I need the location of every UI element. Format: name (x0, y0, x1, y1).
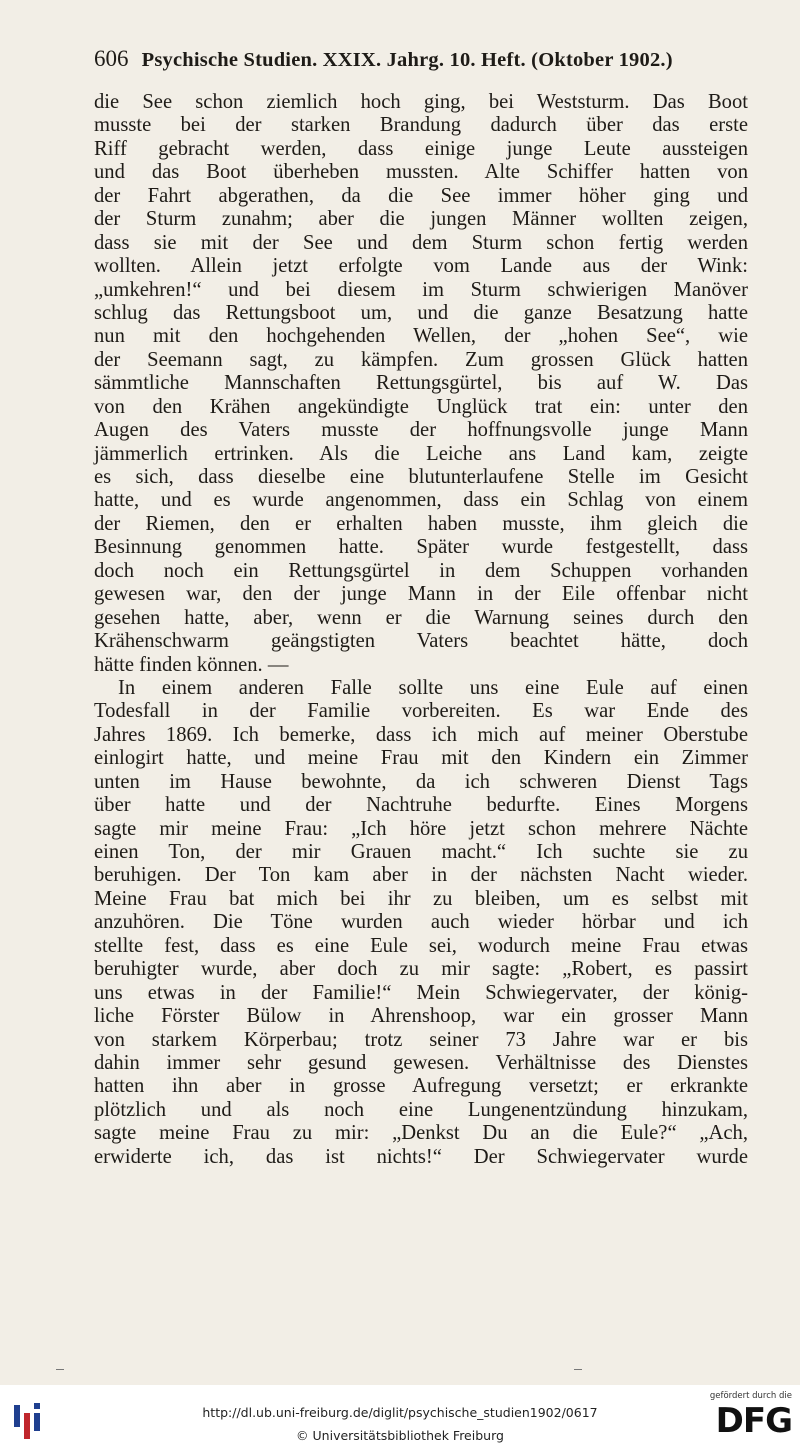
text-line: gewesen war, den der junge Mann in der Eile offenbar nicht (94, 583, 748, 606)
text-line: wollten. Allein jetzt erfolgte vom Lande aus der Wink: (94, 255, 748, 278)
text-line: sämmtliche Mannschaften Rettungsgürtel, bis auf W. Das (94, 372, 748, 395)
text-line: Besinnung genommen hatte. Später wurde festgestellt, dass (94, 536, 748, 559)
text-line: anzuhören. Die Töne wurden auch wieder hörbar und ich (94, 911, 748, 934)
text-line: es sich, dass dieselbe eine blutunterlaufene Stelle im Gesicht (94, 466, 748, 488)
text-line: der Sturm zunahm; aber die jungen Männer wollten zeigen, (94, 208, 748, 231)
text-line: einlogirt hatte, und meine Frau mit den Kindern ein Zimmer (94, 747, 748, 770)
text-line: unten im Hause bewohnte, da ich schweren Dienst Tags (94, 770, 748, 793)
scan-mark (574, 1369, 582, 1370)
text-line: doch noch ein Rettungsgürtel in dem Schuppen vorhanden (94, 559, 748, 582)
page-number: 606 (94, 46, 129, 71)
text-line: die See schon ziemlich hoch ging, bei Weststurm. Das Boot (94, 91, 748, 113)
text-line: plötzlich und als noch eine Lungenentzündung hinzukam, (94, 1098, 748, 1121)
text-line: über hatte und der Nachtruhe bedurfte. Eines Morgens (94, 794, 748, 817)
page-header (94, 46, 734, 73)
text-line: In einem anderen Falle sollte uns eine Eule auf einen (118, 676, 748, 699)
text-line: dahin immer sehr gesund gewesen. Verhältnisse des Dienstes (94, 1051, 748, 1074)
text-line: Meine Frau bat mich bei ihr zu bleiben, um es selbst mit (94, 887, 748, 910)
text-line: Todesfall in der Familie vorbereiten. Es war Ende des (94, 700, 748, 723)
text-line: hätte finden können. — (94, 653, 289, 676)
permalink-url[interactable]: http://dl.ub.uni-freiburg.de/diglit/psychische_studien1902/0617 (202, 1405, 598, 1420)
text-line: uns etwas in der Familie!“ Mein Schwiegervater, der könig- (94, 981, 748, 1004)
text-line: beruhigter wurde, aber doch zu mir sagte: „Robert, es passirt (94, 958, 748, 981)
text-line: von den Krähen angekündigte Unglück trat ein: unter den (94, 395, 748, 418)
text-line: erwiderte ich, das ist nichts!“ Der Schwiegervater wurde (94, 1145, 748, 1168)
body-text (94, 91, 748, 1169)
copyright-notice: © Universitätsbibliothek Freiburg (296, 1428, 504, 1443)
text-line: Riff gebracht werden, dass einige junge Leute aussteigen (94, 137, 748, 160)
text-line: Krähenschwarm geängstigten Vaters beachtet hätte, doch (94, 630, 748, 653)
text-line: hatten ihn aber in grosse Aufregung versetzt; er erkrankte (94, 1075, 748, 1098)
text-line: Augen des Vaters musste der hoffnungsvolle junge Mann (94, 419, 748, 442)
text-line: sagte mir meine Frau: „Ich höre jetzt schon mehrere Nächte (94, 817, 748, 840)
text-line: der Riemen, den er erhalten haben musste, ihm gleich die (94, 512, 748, 535)
text-line: jämmerlich ertrinken. Als die Leiche ans Land kam, zeigte (94, 442, 748, 465)
text-line: dass sie mit der See und dem Sturm schon fertig werden (94, 231, 748, 254)
text-line: nun mit den hochgehenden Wellen, der „hohen See“, wie (94, 325, 748, 348)
text-line: Jahres 1869. Ich bemerke, dass ich mich auf meiner Oberstube (94, 723, 748, 746)
text-line: stellte fest, dass es eine Eule sei, wodurch meine Frau etwas (94, 934, 748, 957)
text-line: hatte, und es wurde angenommen, dass ein Schlag von einem (94, 489, 748, 512)
text-line: schlug das Rettungsboot um, und die ganze Besatzung hatte (94, 301, 748, 324)
text-line: musste bei der starken Brandung dadurch über das erste (94, 114, 748, 137)
dfg-tagline: gefördert durch die (709, 1391, 792, 1401)
running-title: Psychische Studien. XXIX. Jahrg. 10. Heft. (Oktober 1902.) (141, 49, 673, 71)
digital-library-footer (0, 1385, 800, 1450)
dfg-logo-text: DFG (715, 1401, 792, 1441)
text-line: beruhigen. Der Ton kam aber in der nächsten Nacht wieder. (94, 864, 748, 887)
text-line: sagte meine Frau zu mir: „Denkst Du an die Eule?“ „Ach, (94, 1122, 748, 1145)
scan-mark (56, 1369, 64, 1370)
text-line: liche Förster Bülow in Ahrenshoop, war ein grosser Mann (94, 1005, 748, 1028)
text-line: einen Ton, der mir Grauen macht.“ Ich suchte sie zu (94, 841, 748, 863)
text-line: der Fahrt abgerathen, da die See immer höher ging und (94, 184, 748, 207)
text-line: „umkehren!“ und bei diesem im Sturm schwierigen Manöver (94, 278, 748, 301)
dfg-logo (700, 1391, 792, 1445)
text-line: von starkem Körperbau; trotz seiner 73 Jahre war er bis (94, 1028, 748, 1051)
text-line: und das Boot überheben mussten. Alte Schiffer hatten von (94, 161, 748, 184)
text-line: der Seemann sagt, zu kämpfen. Zum grossen Glück hatten (94, 348, 748, 371)
text-line: gesehen hatte, aber, wenn er die Warnung seines durch den (94, 606, 748, 629)
